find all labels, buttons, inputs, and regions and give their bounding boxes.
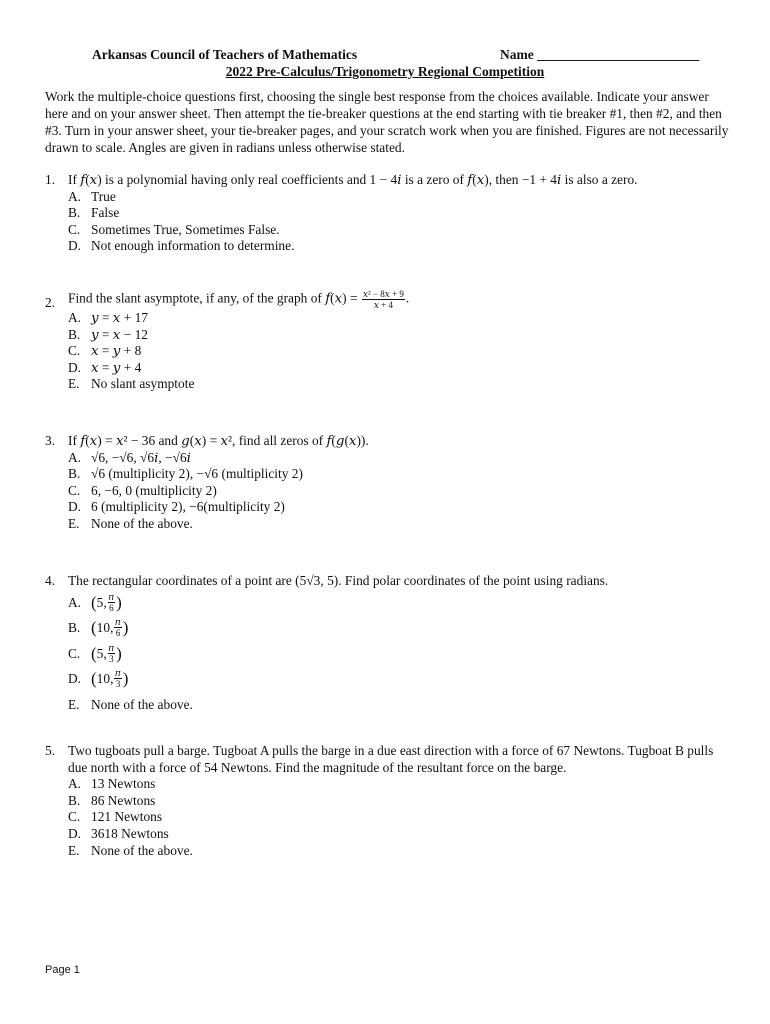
option-letter: C.	[68, 343, 81, 359]
option-letter: E.	[68, 696, 80, 712]
fraction-numerator: 𝑥² − 8𝑥 + 9	[362, 289, 404, 299]
option-text: None of the above.	[91, 515, 193, 531]
option-letter: D.	[68, 359, 82, 375]
question-number: 2.	[45, 295, 56, 310]
option-letter: D.	[68, 825, 82, 841]
option-letter: D.	[68, 499, 82, 515]
option-text: 𝑦 = 𝑥 + 17	[91, 310, 149, 325]
option-text: √6, −√6, √6𝑖, −√6𝑖	[91, 449, 191, 465]
fraction-numerator: 𝜋	[115, 617, 121, 628]
option-d	[68, 499, 735, 516]
fraction-numerator: 𝜋	[108, 642, 115, 653]
option-r: 5	[96, 594, 104, 610]
exam-title: 2022 Pre-Calculus/Trigonometry Regional Competition	[225, 64, 545, 79]
fraction-numerator: 𝜋	[108, 591, 115, 602]
option-a	[68, 310, 735, 327]
option-c	[68, 809, 735, 826]
option-text: False	[91, 205, 120, 221]
angle-fraction	[108, 643, 115, 664]
instructions: Work the multiple-choice questions first, choosing the single best response from the choices available. Indicate your answer here and on your answer sheet. Then attempt the tie-breaker questions at the end starting with tie breaker #1, then #2, and then #3. Turn in your answer sheet, your tie-breaker pages, and your scratch work when you are finished. Figures are not necessarily drawn to scale. Angles are given in radians unless otherwise stated.	[45, 89, 729, 155]
option-b	[68, 793, 735, 810]
option-letter: B.	[68, 326, 81, 342]
question-text: If 𝑓(𝑥) is a polynomial having only real coefficients and 1 − 4𝑖 is a zero of 𝑓(𝑥), then −1 + 4𝑖 is also a zero.	[68, 172, 638, 187]
rectangular-coordinates: (5√3, 5)	[295, 573, 339, 588]
option-letter: D.	[68, 671, 82, 687]
option-a	[68, 189, 735, 206]
fraction-denominator: 6	[115, 628, 121, 639]
option-b	[68, 205, 735, 222]
options-list	[68, 590, 735, 718]
options-list	[68, 450, 735, 533]
fraction-numerator: 𝜋	[115, 668, 121, 679]
option-c: C. ( 5 , $\frac{\text{𝜋}}{3}$ )	[68, 641, 735, 667]
rational-function-fraction	[362, 289, 405, 310]
option-text: 13 Newtons	[91, 776, 156, 792]
option-r: 10	[96, 620, 111, 636]
question-text	[68, 573, 735, 590]
question-2	[45, 289, 735, 393]
question-text-post: .	[405, 290, 410, 306]
option-letter: C.	[68, 482, 81, 498]
question-3	[45, 433, 735, 533]
question-text: If 𝑓(𝑥) = 𝑥² − 36 and 𝑔(𝑥) = 𝑥², find all zeros of 𝑓(𝑔(𝑥)).	[68, 433, 369, 448]
option-letter: E.	[68, 515, 80, 531]
option-letter: D.	[68, 238, 82, 254]
option-letter: E.	[68, 842, 80, 858]
option-a	[68, 450, 735, 467]
option-letter: B.	[68, 205, 81, 221]
option-text: Not enough information to determine.	[91, 238, 295, 254]
question-number: 1.	[45, 172, 56, 187]
option-a	[68, 776, 735, 793]
option-c	[68, 343, 735, 360]
option-letter: A.	[68, 310, 82, 325]
organization-name: Arkansas Council of Teachers of Mathematics	[92, 47, 358, 62]
option-text: 𝑥 = 𝑦 + 8	[91, 343, 142, 359]
option-text: None of the above.	[91, 696, 193, 712]
option-letter: E.	[68, 376, 80, 392]
option-d	[68, 238, 735, 255]
angle-fraction	[108, 592, 115, 613]
option-c	[68, 483, 735, 500]
option-a: A. ( 5 , $\frac{\text{𝜋}}{6}$ )	[68, 590, 735, 616]
option-c	[68, 222, 735, 239]
option-e	[68, 843, 735, 860]
question-text	[68, 289, 735, 310]
option-letter: C.	[68, 221, 81, 237]
option-d: D. ( 10 , $\frac{\text{𝜋}}{3}$ )	[68, 666, 735, 692]
option-letter: A.	[68, 776, 82, 792]
angle-fraction	[114, 668, 121, 689]
option-text: 𝑥 = 𝑦 + 4	[91, 359, 142, 375]
option-letter: A.	[68, 449, 82, 465]
option-text: 𝑦 = 𝑥 − 12	[91, 326, 149, 342]
option-text: 86 Newtons	[91, 792, 156, 808]
option-d	[68, 360, 735, 377]
option-text: True	[91, 188, 116, 204]
option-text: 3618 Newtons	[91, 825, 169, 841]
question-number: 4.	[45, 573, 56, 588]
option-text: Sometimes True, Sometimes False.	[91, 221, 280, 237]
fraction-denominator: 3	[109, 653, 114, 664]
fraction-denominator: 6	[109, 602, 114, 613]
question-4	[45, 573, 735, 717]
question-number: 5.	[45, 743, 56, 758]
option-b	[68, 466, 735, 483]
option-text: None of the above.	[91, 842, 193, 858]
question-5	[45, 743, 735, 859]
option-text: 6, −6, 0 (multiplicity 2)	[91, 482, 217, 498]
option-d	[68, 826, 735, 843]
question-text: Two tugboats pull a barge. Tugboat A pulls the barge in a due east direction with a force of 67 Newtons. Tugboat B pulls due north with a force of 54 Newtons. Find the magnitude of the resultant force on the barge.	[68, 743, 714, 775]
option-letter: C.	[68, 809, 81, 825]
option-text: No slant asymptote	[91, 376, 195, 392]
option-b	[68, 327, 735, 344]
option-text: 121 Newtons	[91, 809, 163, 825]
question-text-post: . Find polar coordinates of the point using radians.	[338, 573, 609, 588]
option-text: 6 (multiplicity 2), −6(multiplicity 2)	[91, 499, 285, 515]
fraction-denominator: 3	[115, 679, 121, 690]
option-letter: B.	[68, 466, 81, 482]
option-letter: B.	[68, 620, 81, 636]
option-e	[68, 516, 735, 533]
options-list	[68, 310, 735, 393]
option-b: B. ( 10 , $\frac{\text{𝜋}}{6}$ )	[68, 615, 735, 641]
page-number: Page 1	[45, 964, 80, 976]
option-e	[68, 692, 735, 718]
question-text-pre: Find the slant asymptote, if any, of the graph of 𝑓(𝑥) =	[68, 290, 358, 306]
option-text: √6 (multiplicity 2), −√6 (multiplicity 2)	[91, 466, 303, 482]
option-r: 10	[96, 671, 111, 687]
options-list	[68, 776, 735, 859]
option-letter: A.	[68, 188, 82, 204]
option-e	[68, 376, 735, 393]
fraction-denominator: 𝑥 + 4	[373, 300, 393, 310]
question-text-pre: The rectangular coordinates of a point are	[68, 573, 296, 588]
options-list	[68, 189, 735, 255]
name-field-label: Name ________________________	[500, 47, 700, 62]
option-letter: B.	[68, 792, 81, 808]
angle-fraction	[114, 617, 121, 638]
option-r: 5	[96, 645, 104, 661]
option-letter: A.	[68, 594, 82, 610]
question-number: 3.	[45, 433, 56, 448]
option-letter: C.	[68, 645, 81, 661]
question-1	[45, 172, 735, 255]
